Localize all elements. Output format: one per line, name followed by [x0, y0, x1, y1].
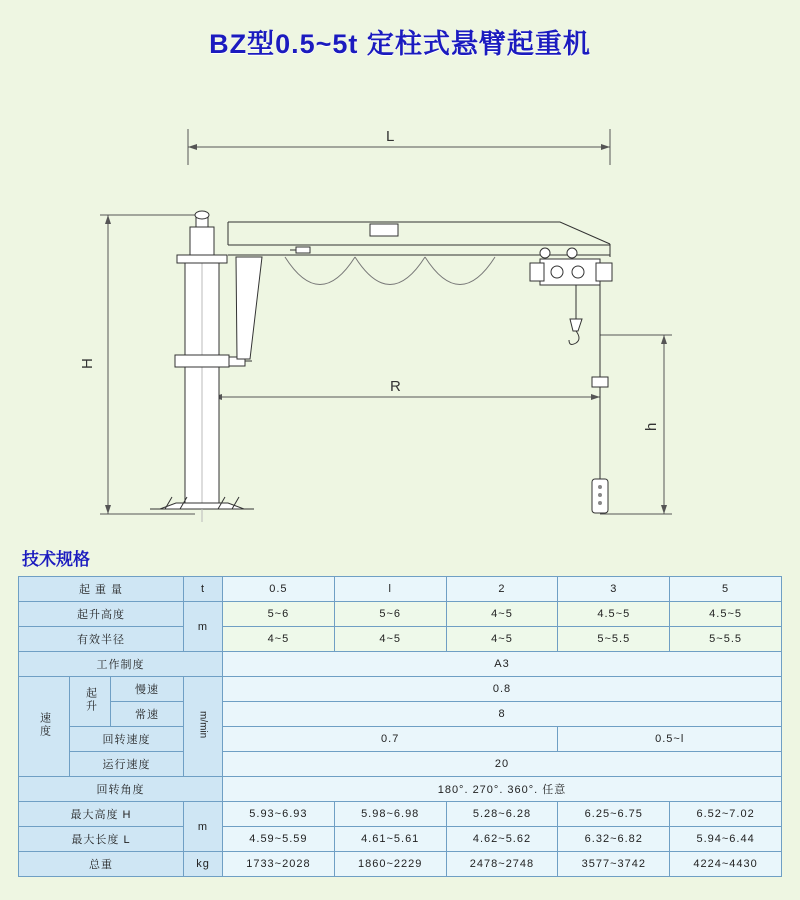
cell-lift-height-2: 5~6: [334, 602, 446, 627]
table-row: [19, 802, 782, 827]
cell-capacity-3: 2: [446, 577, 558, 602]
row-unit-capacity: t: [184, 577, 223, 602]
hoist-body: [540, 259, 600, 285]
table-row: [19, 652, 782, 677]
pendant-junction: [592, 377, 608, 387]
row-label-duty: 工作制度: [19, 652, 223, 677]
group-label-speed: [19, 677, 70, 777]
row-unit-speed-text: m/min: [197, 711, 209, 739]
row-label-capacity: 起 重 量: [19, 577, 184, 602]
cell-capacity-2: l: [334, 577, 446, 602]
row-unit-kg: kg: [184, 852, 223, 877]
crane-diagram-svg: [0, 67, 800, 537]
cell-lift-height-4: 4.5~5: [558, 602, 670, 627]
hoist-motor: [596, 263, 612, 281]
trolley-detail: [296, 247, 310, 253]
label-H: H: [79, 358, 96, 369]
hoist-drum: [551, 266, 563, 278]
cell-max-height-4: 6.25~6.75: [558, 802, 670, 827]
cell-max-length-2: 4.61~5.61: [334, 827, 446, 852]
row-label-slow: 慢速: [111, 677, 184, 702]
table-row: [19, 627, 782, 652]
cell-normal-value: 8: [223, 702, 782, 727]
table-row: [19, 677, 782, 702]
cable-loop-3: [425, 257, 495, 285]
trolley-wheel-right: [567, 248, 577, 258]
cell-capacity-1: 0.5: [223, 577, 335, 602]
label-h: h: [643, 422, 660, 431]
cell-total-weight-2: 1860~2229: [334, 852, 446, 877]
cell-radius-5: 5~5.5: [670, 627, 782, 652]
table-row: [19, 852, 782, 877]
group-label-lift: [70, 677, 111, 727]
hoist-gearbox: [530, 263, 544, 281]
row-unit-speed: [184, 677, 223, 777]
cell-lift-height-5: 4.5~5: [670, 602, 782, 627]
table-row: [19, 827, 782, 852]
cell-radius-3: 4~5: [446, 627, 558, 652]
row-unit-meter-2: m: [184, 802, 223, 852]
cell-max-height-5: 6.52~7.02: [670, 802, 782, 827]
row-unit-meter: m: [184, 602, 223, 652]
cell-max-length-3: 4.62~5.62: [446, 827, 558, 852]
cell-capacity-5: 5: [670, 577, 782, 602]
group-label-speed-text: 速度: [38, 712, 51, 738]
group-label-lift-text: 起升: [84, 687, 97, 713]
cell-max-height-1: 5.93~6.93: [223, 802, 335, 827]
crane-diagram: [0, 67, 800, 537]
cell-total-weight-3: 2478~2748: [446, 852, 558, 877]
cell-radius-4: 5~5.5: [558, 627, 670, 652]
boom-upper-profile: [228, 222, 610, 244]
cell-travel-speed-value: 20: [223, 752, 782, 777]
cell-slew-angle-value: 180°. 270°. 360°. 任意: [223, 777, 782, 802]
row-label-normal: 常速: [111, 702, 184, 727]
trolley-wheel-left: [540, 248, 550, 258]
cell-max-length-1: 4.59~5.59: [223, 827, 335, 852]
row-label-radius: 有效半径: [19, 627, 184, 652]
hoist-drum-2: [572, 266, 584, 278]
cell-total-weight-5: 4224~4430: [670, 852, 782, 877]
cell-slow-value: 0.8: [223, 677, 782, 702]
table-row: [19, 727, 782, 752]
row-label-total-weight: 总重: [19, 852, 184, 877]
row-label-max-length: 最大长度 L: [19, 827, 184, 852]
cell-max-height-2: 5.98~6.98: [334, 802, 446, 827]
cable-loop-2: [355, 257, 425, 285]
cell-total-weight-4: 3577~3742: [558, 852, 670, 877]
lower-flange: [175, 355, 229, 367]
table-row: [19, 702, 782, 727]
cell-radius-1: 4~5: [223, 627, 335, 652]
row-label-slew-speed: 回转速度: [70, 727, 184, 752]
label-R: R: [390, 378, 401, 395]
label-L: L: [386, 128, 395, 145]
table-row: [19, 777, 782, 802]
cell-radius-2: 4~5: [334, 627, 446, 652]
cell-lift-height-3: 4~5: [446, 602, 558, 627]
boom-plate: [370, 224, 398, 236]
base-plate: [160, 503, 244, 509]
page-title: BZ型0.5~5t 定柱式悬臂起重机: [209, 29, 591, 59]
cell-max-length-4: 6.32~6.82: [558, 827, 670, 852]
cell-capacity-4: 3: [558, 577, 670, 602]
row-label-lift-height: 起升高度: [19, 602, 184, 627]
cell-lift-height-1: 5~6: [223, 602, 335, 627]
row-label-slew-angle: 回转角度: [19, 777, 223, 802]
cell-total-weight-1: 1733~2028: [223, 852, 335, 877]
table-row: [19, 752, 782, 777]
diagonal-brace: [236, 257, 262, 359]
spec-table: [18, 576, 782, 877]
spec-heading: 技术规格: [22, 550, 90, 569]
cell-max-length-5: 5.94~6.44: [670, 827, 782, 852]
hook: [569, 331, 579, 344]
table-row: [19, 577, 782, 602]
table-row: [19, 602, 782, 627]
row-label-travel-speed: 运行速度: [70, 752, 184, 777]
cable-loop-1: [285, 257, 355, 285]
cell-slew-speed-2: 0.5~l: [558, 727, 782, 752]
cell-duty-value: A3: [223, 652, 782, 677]
top-flange: [177, 255, 227, 263]
slew-bearing-top: [190, 227, 214, 257]
cell-slew-speed-1: 0.7: [223, 727, 558, 752]
row-label-max-height: 最大高度 H: [19, 802, 184, 827]
cell-max-height-3: 5.28~6.28: [446, 802, 558, 827]
hook-block: [570, 319, 582, 331]
